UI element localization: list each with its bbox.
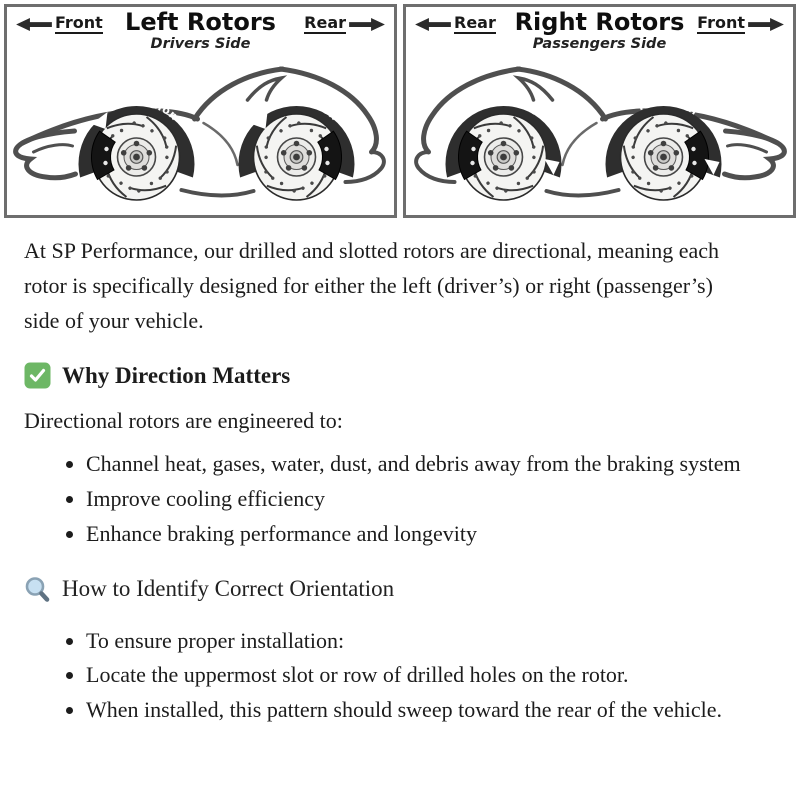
magnifier-icon: [24, 576, 51, 603]
list-item: • Locate the uppermost slot or row of drilled holes on the rotor.: [86, 658, 776, 693]
list-item: • Enhance braking performance and longevity: [86, 517, 776, 552]
list-item: • Channel heat, gases, water, dust, and debris away from the braking system: [86, 447, 776, 482]
rotation-label: Rotation: [476, 94, 541, 118]
panel-subtitle: Passengers Side: [532, 36, 667, 53]
panel-title: Left Rotors: [125, 8, 276, 36]
front-label: Front: [697, 13, 745, 32]
rear-direction: [415, 15, 496, 34]
why-lead-text: Directional rotors are engineered to:: [24, 408, 343, 434]
why-bullet-list: [24, 447, 776, 551]
left-rotors-panel: [4, 4, 397, 218]
why-direction-heading: Why Direction Matters: [62, 362, 291, 388]
list-item: • Improve cooling efficiency: [86, 482, 776, 517]
panel-title: Right Rotors: [514, 8, 685, 36]
left-panel-header: [7, 7, 394, 57]
rotation-label: Rotation: [636, 94, 701, 118]
list-item: • When installed, this pattern should sweep toward the rear of the vehicle.: [86, 693, 776, 728]
front-label: Front: [55, 13, 103, 32]
check-icon: [24, 362, 51, 389]
arrow-right-icon: [349, 18, 385, 31]
article-body: [0, 234, 800, 728]
list-item: • To ensure proper installation:: [86, 624, 776, 659]
rear-direction: [304, 15, 385, 34]
arrow-left-icon: [415, 18, 451, 31]
arrow-right-icon: [748, 18, 784, 31]
identify-heading: How to Identify Correct Orientation: [62, 576, 395, 601]
rotation-label: Rotation: [278, 94, 341, 124]
rotation-label: Rotation: [118, 94, 181, 124]
left-car-illustration: [7, 55, 394, 213]
why-direction-heading-row: [24, 362, 776, 389]
right-panel-header: [406, 7, 793, 57]
front-direction: [16, 15, 103, 34]
right-rotors-panel: [403, 4, 796, 218]
rear-label: Rear: [304, 13, 346, 32]
identify-heading-row: [24, 576, 776, 603]
identify-bullet-list: [24, 624, 776, 728]
arrow-left-icon: [16, 18, 52, 31]
rotor-direction-diagram: [0, 0, 800, 218]
rear-label: Rear: [454, 13, 496, 32]
panel-subtitle: Drivers Side: [150, 36, 251, 53]
right-car-illustration: [406, 55, 793, 213]
intro-paragraph: At SP Performance, our drilled and slotted rotors are directional, meaning each rotor is specifically designed for either the left (driver’s) or right (passenger’s) side of your vehicle.: [24, 238, 720, 333]
front-direction: [697, 15, 784, 34]
